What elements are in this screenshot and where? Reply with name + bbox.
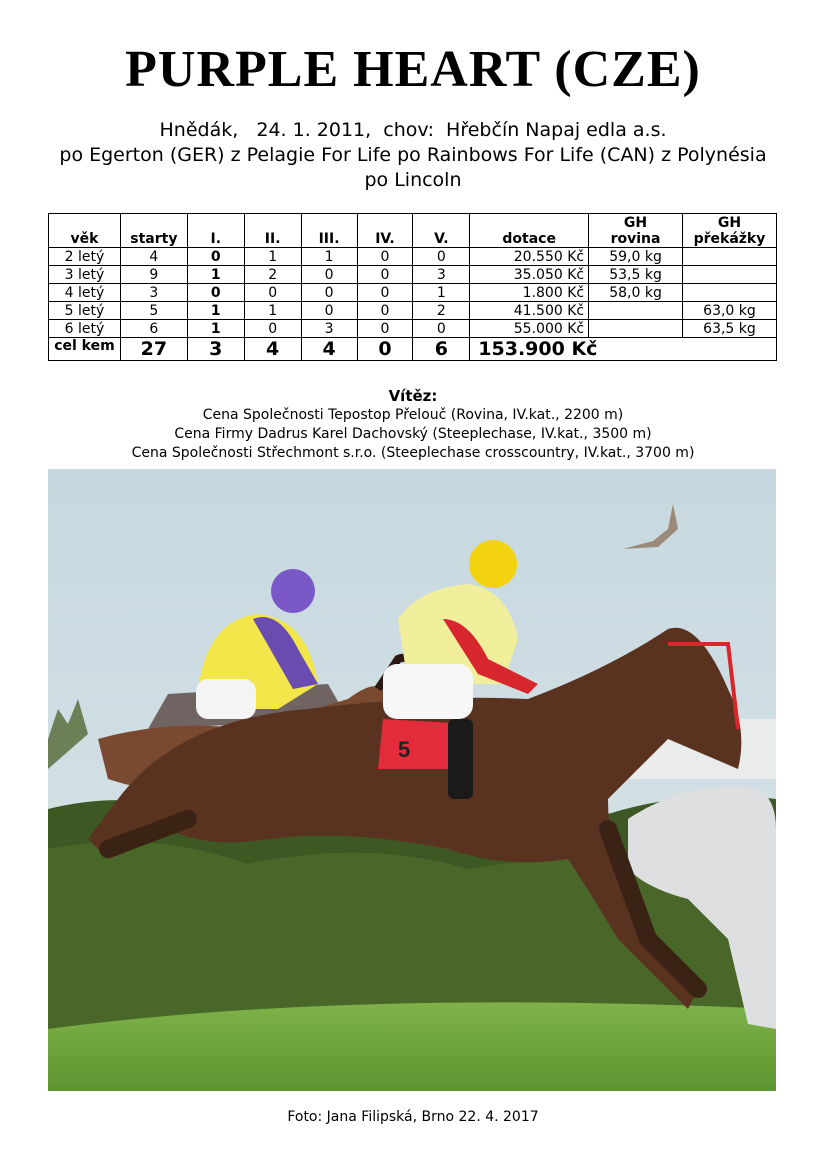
table-row	[49, 266, 777, 284]
table-cell: 63,5 kg	[682, 320, 776, 338]
total-cell: 3	[187, 338, 244, 361]
table-cell: 41.500 Kč	[470, 302, 589, 320]
table-cell: 53,5 kg	[589, 266, 683, 284]
col-header-age: věk	[49, 214, 121, 248]
yellow-jockey-helmet	[469, 540, 517, 588]
table-cell: 2 letý	[49, 248, 121, 266]
photo-caption: Foto: Jana Filipská, Brno 22. 4. 2017	[287, 1109, 539, 1125]
table-cell: 2	[244, 266, 301, 284]
winner-heading: Vítěz:	[388, 387, 438, 405]
purple-jockey-helmet	[271, 569, 315, 613]
total-cell: 4	[244, 338, 301, 361]
total-label: cel kem	[49, 338, 121, 361]
race-photo-illustration	[48, 469, 776, 1091]
table-cell: 6 letý	[49, 320, 121, 338]
table-header-row	[49, 214, 777, 248]
table-cell	[682, 284, 776, 302]
table-cell: 1	[187, 302, 244, 320]
table-cell: 1	[413, 284, 470, 302]
results-table	[48, 213, 777, 361]
col-header-4th: IV.	[357, 214, 413, 248]
table-cell: 3	[120, 284, 187, 302]
table-cell: 5 letý	[49, 302, 121, 320]
table-row	[49, 248, 777, 266]
table-cell: 1.800 Kč	[470, 284, 589, 302]
table-cell: 0	[357, 266, 413, 284]
table-cell: 0	[357, 320, 413, 338]
table-cell: 3	[301, 320, 357, 338]
pedigree-line-3: po Lincoln	[364, 169, 462, 191]
col-header-gh-hurdles-line1: GH	[717, 215, 742, 231]
total-cell: 27	[120, 338, 187, 361]
pedigree-line-2: po Egerton (GER) z Pelagie For Life po Rainbows For Life (CAN) z Polynésia	[59, 144, 767, 166]
table-cell: 0	[357, 284, 413, 302]
purple-jockey-breeches	[196, 679, 256, 719]
total-cell: 153.900 Kč	[470, 338, 777, 361]
pedigree-block	[0, 118, 826, 193]
col-header-prize: dotace	[470, 214, 589, 248]
table-row	[49, 302, 777, 320]
table-cell: 4	[120, 248, 187, 266]
table-cell: 0	[244, 284, 301, 302]
total-cell: 6	[413, 338, 470, 361]
col-header-5th: V.	[413, 214, 470, 248]
table-cell: 63,0 kg	[682, 302, 776, 320]
table-cell: 0	[413, 248, 470, 266]
total-cell: 4	[301, 338, 357, 361]
col-header-gh-hurdles-line2: překážky	[693, 231, 766, 247]
winner-section	[0, 387, 826, 463]
table-cell: 0	[357, 248, 413, 266]
table-cell: 2	[413, 302, 470, 320]
table-cell: 0	[301, 284, 357, 302]
table-cell: 20.550 Kč	[470, 248, 589, 266]
table-cell: 0	[244, 320, 301, 338]
winner-race-2: Cena Firmy Dadrus Karel Dachovský (Steeplechase, IV.kat., 3500 m)	[174, 426, 652, 442]
table-cell: 1	[187, 266, 244, 284]
table-cell: 6	[120, 320, 187, 338]
col-header-3rd: III.	[301, 214, 357, 248]
total-cell: 0	[357, 338, 413, 361]
table-cell: 9	[120, 266, 187, 284]
winner-race-3: Cena Společnosti Střechmont s.r.o. (Steeplechase crosscountry, IV.kat., 3700 m)	[131, 445, 695, 461]
table-cell: 55.000 Kč	[470, 320, 589, 338]
col-header-gh-flat-line1: GH	[623, 215, 648, 231]
race-photo	[48, 469, 776, 1091]
winner-race-1: Cena Společnosti Tepostop Přelouč (Rovina, IV.kat., 2200 m)	[202, 407, 624, 423]
col-header-gh-hurdles	[682, 214, 776, 248]
table-cell: 0	[187, 248, 244, 266]
table-cell: 0	[357, 302, 413, 320]
page-title: PURPLE HEART (CZE)	[125, 41, 701, 98]
table-cell	[589, 302, 683, 320]
table-cell: 35.050 Kč	[470, 266, 589, 284]
col-header-1st: I.	[187, 214, 244, 248]
table-total-row	[49, 338, 777, 361]
table-cell	[589, 320, 683, 338]
yellow-jockey-breeches	[383, 664, 473, 719]
table-cell: 58,0 kg	[589, 284, 683, 302]
col-header-2nd: II.	[244, 214, 301, 248]
table-cell: 0	[301, 266, 357, 284]
table-cell: 4 letý	[49, 284, 121, 302]
table-row	[49, 284, 777, 302]
table-cell: 1	[244, 248, 301, 266]
col-header-gh-flat	[589, 214, 683, 248]
table-cell: 0	[187, 284, 244, 302]
table-cell: 0	[413, 320, 470, 338]
table-cell: 1	[244, 302, 301, 320]
pedigree-line-1: Hnědák, 24. 1. 2011, chov: Hřebčín Napaj edla a.s.	[159, 119, 667, 141]
table-cell: 3	[413, 266, 470, 284]
col-header-gh-flat-line2: rovina	[610, 231, 661, 247]
table-cell: 1	[301, 248, 357, 266]
table-cell	[682, 248, 776, 266]
table-cell: 59,0 kg	[589, 248, 683, 266]
table-cell: 5	[120, 302, 187, 320]
saddle-number: 5	[398, 737, 411, 762]
col-header-starts: starty	[120, 214, 187, 248]
table-cell	[682, 266, 776, 284]
table-cell: 3 letý	[49, 266, 121, 284]
table-cell: 0	[301, 302, 357, 320]
table-cell: 1	[187, 320, 244, 338]
yellow-jockey-boot	[448, 719, 473, 799]
table-row	[49, 320, 777, 338]
